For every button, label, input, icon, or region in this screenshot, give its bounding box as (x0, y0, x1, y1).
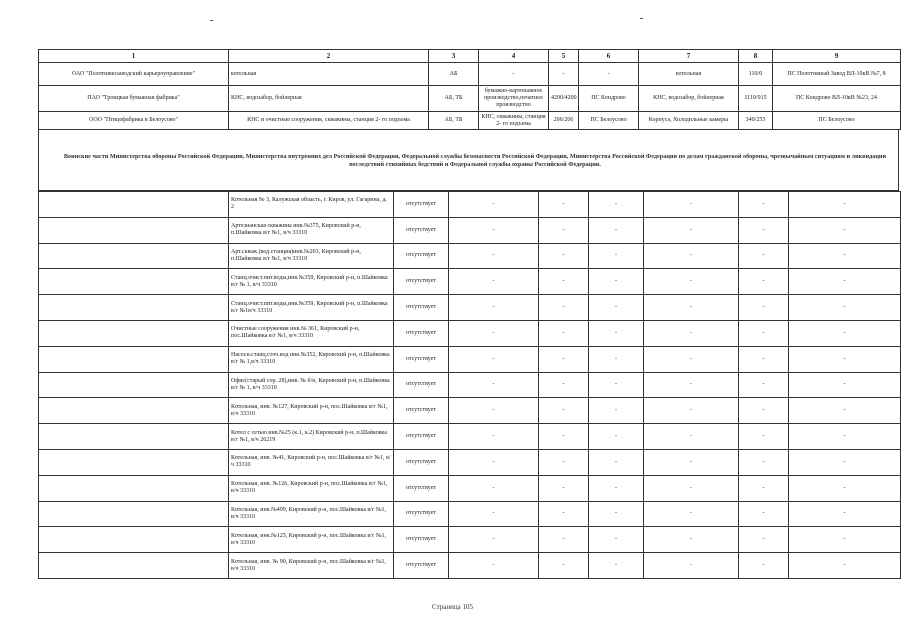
cell-substation: - (579, 63, 639, 86)
cell-feeder: - (789, 217, 901, 243)
facilities-table (38, 191, 901, 579)
cell-substation: - (589, 320, 644, 346)
cell-feeder: - (789, 527, 901, 553)
cell-power: - (539, 243, 589, 269)
cell-source: отсутствует (394, 192, 449, 218)
cell-feeder: - (789, 269, 901, 295)
facilities-body (39, 192, 901, 579)
table-row (39, 86, 901, 112)
cell-organization (39, 295, 229, 321)
cell-load: - (739, 372, 789, 398)
cell-production: - (449, 320, 539, 346)
cell-substation: - (589, 269, 644, 295)
cell-objects: - (644, 217, 739, 243)
cell-load: - (739, 501, 789, 527)
cell-power: - (539, 192, 589, 218)
cell-objects: - (644, 501, 739, 527)
cell-organization (39, 192, 229, 218)
cell-production: - (449, 475, 539, 501)
cell-organization (39, 269, 229, 295)
cell-source: отсутствует (394, 501, 449, 527)
cell-objects: - (644, 372, 739, 398)
cell-substation: - (589, 217, 644, 243)
cell-source: отсутствует (394, 553, 449, 579)
cell-load: - (739, 217, 789, 243)
cell-feeder: - (789, 346, 901, 372)
cell-object: Котельная, инв.№499, Кировский р-н, пос.Шайковка в/г №1, в/ч 33310 (229, 501, 394, 527)
cell-object: Котельная № 3, Калужская область, г. Киров, ул. Гагарина, д. 2 (229, 192, 394, 218)
table-row (39, 217, 901, 243)
cell-power: - (539, 295, 589, 321)
col-number: 7 (639, 50, 739, 63)
cell-object: Котельная, инв. №127, Кировский р-н, пос.Шайковка в/г №1, в/ч 33310 (229, 398, 394, 424)
cell-feeder: - (789, 398, 901, 424)
cell-load: 1110/915 (739, 86, 773, 112)
cell-source: отсутствует (394, 527, 449, 553)
cell-feeder: - (789, 553, 901, 579)
cell-objects: - (644, 320, 739, 346)
cell-object: Котел с сетью инв.№25 (к.1, к.2) Кировский р-н, п.Шайковка в/г №1, в/ч 26219 (229, 424, 394, 450)
cell-substation: - (589, 295, 644, 321)
cell-organization (39, 346, 229, 372)
cell-substation: - (589, 501, 644, 527)
cell-object: Станц.очист.пит.воды,инв.№359, Кировский р-н, п.Шайковка в/г № 1, в/ч 33310 (229, 269, 394, 295)
cell-production: - (449, 424, 539, 450)
cell-power: 206/206 (549, 112, 579, 130)
cell-source: отсутствует (394, 243, 449, 269)
cell-objects: - (644, 192, 739, 218)
col-number: 5 (549, 50, 579, 63)
cell-organization (39, 553, 229, 579)
cell-power: - (539, 527, 589, 553)
table-row (39, 112, 901, 130)
cell-source: АБ (429, 63, 479, 86)
cell-source: АБ, ТБ (429, 86, 479, 112)
cell-source: отсутствует (394, 372, 449, 398)
cell-objects: Корпуса, Холодильные камеры (639, 112, 739, 130)
cell-organization (39, 217, 229, 243)
col-number: 3 (429, 50, 479, 63)
cell-production: - (479, 63, 549, 86)
cell-power: - (539, 217, 589, 243)
header-row (39, 50, 901, 63)
cell-source: отсутствует (394, 424, 449, 450)
cell-object: Котельная, инв.№125, Кировский р-н, пос.Шайковка в/г №1, в/ч 33310 (229, 527, 394, 553)
cell-objects: - (644, 527, 739, 553)
cell-objects: - (644, 243, 739, 269)
cell-object: КНС и очистные сооружения, скважины, станция 2- го подъема (229, 112, 429, 130)
cell-organization (39, 320, 229, 346)
table-row (39, 424, 901, 450)
cell-power: 4200/4200 (549, 86, 579, 112)
cell-substation: - (589, 527, 644, 553)
cell-substation: ПС Кондрово (579, 86, 639, 112)
cell-feeder: - (789, 243, 901, 269)
cell-load: - (739, 243, 789, 269)
cell-object: котельная (229, 63, 429, 86)
cell-object: Артезианская скважина инв.№375, Кировский р-н, п.Шайковка в/г №1, в/ч 33310 (229, 217, 394, 243)
cell-object: Станц.очист.пит.воды,инв.№359, Кировский р-н, п.Шайковка в/г №1в/ч 33310 (229, 295, 394, 321)
cell-load: 340/255 (739, 112, 773, 130)
cell-source: отсутствует (394, 295, 449, 321)
cell-feeder: - (789, 372, 901, 398)
col-number: 6 (579, 50, 639, 63)
cell-production: - (449, 346, 539, 372)
page-number: Страница 105 (432, 603, 473, 611)
cell-power: - (549, 63, 579, 86)
cell-source: отсутствует (394, 475, 449, 501)
cell-production: - (449, 243, 539, 269)
cell-load: - (739, 527, 789, 553)
cell-load: - (739, 553, 789, 579)
cell-load: - (739, 192, 789, 218)
col-number: 2 (229, 50, 429, 63)
cell-objects: КНС, водозабор, бойлерная (639, 86, 739, 112)
cell-organization (39, 501, 229, 527)
cell-object: Очистные сооружения инв.№ 361, Кировский р-н, пос.Шайковка в/г №1, в/ч 33310 (229, 320, 394, 346)
cell-production: - (449, 192, 539, 218)
table-row (39, 398, 901, 424)
cell-organization (39, 475, 229, 501)
cell-power: - (539, 424, 589, 450)
cell-organization: ПАО "Троицкая бумажная фабрика" (39, 86, 229, 112)
cell-feeder: ПС Полотняный Завод ВЛ-10кВ №7, 8 (773, 63, 901, 86)
col-number: 4 (479, 50, 549, 63)
cell-feeder: ПС Белоусово (773, 112, 901, 130)
cell-substation: - (589, 372, 644, 398)
cell-feeder: - (789, 192, 901, 218)
section-frame (38, 130, 899, 191)
cell-production: - (449, 553, 539, 579)
top-table (38, 49, 901, 130)
cell-substation: - (589, 475, 644, 501)
cell-objects: котельная (639, 63, 739, 86)
cell-production: - (449, 398, 539, 424)
cell-substation: - (589, 192, 644, 218)
cell-production: бумажно-картонажное производство,печатное производство (479, 86, 549, 112)
table-row (39, 527, 901, 553)
cell-power: - (539, 320, 589, 346)
cell-source: отсутствует (394, 269, 449, 295)
table-row (39, 295, 901, 321)
cell-load: - (739, 475, 789, 501)
cell-load: - (739, 398, 789, 424)
cell-organization: ООО "Птицефабрика в Белоусово" (39, 112, 229, 130)
cell-object: Котельная, инв. №126, Кировский р-н, пос.Шайковка в/г №1, в/ч 33310 (229, 475, 394, 501)
cell-production: КНС, скважины, станция 2- го подъема (479, 112, 549, 130)
cell-objects: - (644, 424, 739, 450)
cell-objects: - (644, 475, 739, 501)
cell-production: - (449, 295, 539, 321)
cell-source: АБ, ТБ (429, 112, 479, 130)
cell-organization (39, 449, 229, 475)
cell-substation: - (589, 243, 644, 269)
cell-load: - (739, 449, 789, 475)
cell-power: - (539, 346, 589, 372)
col-number: 9 (773, 50, 901, 63)
cell-load: - (739, 269, 789, 295)
cell-substation: - (589, 553, 644, 579)
cell-production: - (449, 372, 539, 398)
table-row (39, 501, 901, 527)
section-note: Воинские части Министерства обороны Российской Федерации, Министерства внутренних дел Российской Федерации, Федеральной службы безопасности Российской Федерации, Министерства Российской Федерации по делам гражданской обороны, чрезвычайным ситуациям и ликвидации последствий стихийных бедствий и Федеральной службы охраны Российской Федерации. (63, 153, 887, 168)
cell-object: Арт.скваж.(вод.станция)инв.№203, Кировский р-н, п.Шайковка в/г №1, в/ч 33310 (229, 243, 394, 269)
cell-load: - (739, 295, 789, 321)
cell-source: отсутствует (394, 449, 449, 475)
table-row (39, 269, 901, 295)
cell-power: - (539, 372, 589, 398)
cell-feeder: - (789, 501, 901, 527)
cell-production: - (449, 501, 539, 527)
cell-substation: - (589, 424, 644, 450)
cell-feeder: - (789, 320, 901, 346)
cell-organization (39, 243, 229, 269)
col-number: 1 (39, 50, 229, 63)
cell-load: - (739, 424, 789, 450)
cell-power: - (539, 449, 589, 475)
col-number: 8 (739, 50, 773, 63)
cell-feeder: ПС Кондрово ВЛ-10кВ №23, 24 (773, 86, 901, 112)
cell-power: - (539, 475, 589, 501)
cell-source: отсутствует (394, 346, 449, 372)
cell-objects: - (644, 269, 739, 295)
cell-organization (39, 424, 229, 450)
table-row (39, 475, 901, 501)
cell-feeder: - (789, 475, 901, 501)
cell-load: 110/0 (739, 63, 773, 86)
cell-load: - (739, 346, 789, 372)
cell-substation: - (589, 346, 644, 372)
cell-power: - (539, 553, 589, 579)
cell-substation: ПС Белоусово (579, 112, 639, 130)
cell-source: отсутствует (394, 217, 449, 243)
table-row (39, 372, 901, 398)
cell-source: отсутствует (394, 320, 449, 346)
cell-object: КНС, водозабор, бойлерная (229, 86, 429, 112)
cell-organization (39, 398, 229, 424)
scan-speck (210, 20, 213, 21)
cell-organization (39, 527, 229, 553)
cell-power: - (539, 269, 589, 295)
cell-organization (39, 372, 229, 398)
cell-production: - (449, 449, 539, 475)
table-row (39, 449, 901, 475)
cell-objects: - (644, 346, 739, 372)
cell-feeder: - (789, 295, 901, 321)
table-row (39, 346, 901, 372)
cell-organization: ОАО "Полотнянозаводский карьероуправление" (39, 63, 229, 86)
cell-object: Офис(старый сор. 28),инв. № б/н, Кировский р-н, п.Шайковка в/г № 1, в/ч 33310 (229, 372, 394, 398)
cell-objects: - (644, 553, 739, 579)
cell-power: - (539, 501, 589, 527)
cell-substation: - (589, 449, 644, 475)
cell-source: отсутствует (394, 398, 449, 424)
cell-objects: - (644, 398, 739, 424)
cell-power: - (539, 398, 589, 424)
cell-object: Котельная, инв. №41, Кировский р-н, пос.Шайковка в/г №1, в/ч 33310 (229, 449, 394, 475)
table-row (39, 320, 901, 346)
cell-object: Котельная, инв. № 90, Кировский р-н, пос.Шайковка в/г №1, в/ч 33310 (229, 553, 394, 579)
table-row (39, 192, 901, 218)
cell-feeder: - (789, 424, 901, 450)
cell-load: - (739, 320, 789, 346)
cell-objects: - (644, 449, 739, 475)
cell-production: - (449, 217, 539, 243)
table-row (39, 243, 901, 269)
cell-production: - (449, 269, 539, 295)
table-row (39, 63, 901, 86)
scan-speck (640, 18, 643, 19)
cell-feeder: - (789, 449, 901, 475)
cell-production: - (449, 527, 539, 553)
cell-object: Насосн.станц.сточ.вод инв.№352, Кировский р-н, п.Шайковка в/г № 1,в/ч 33310 (229, 346, 394, 372)
cell-objects: - (644, 295, 739, 321)
table-row (39, 553, 901, 579)
cell-substation: - (589, 398, 644, 424)
